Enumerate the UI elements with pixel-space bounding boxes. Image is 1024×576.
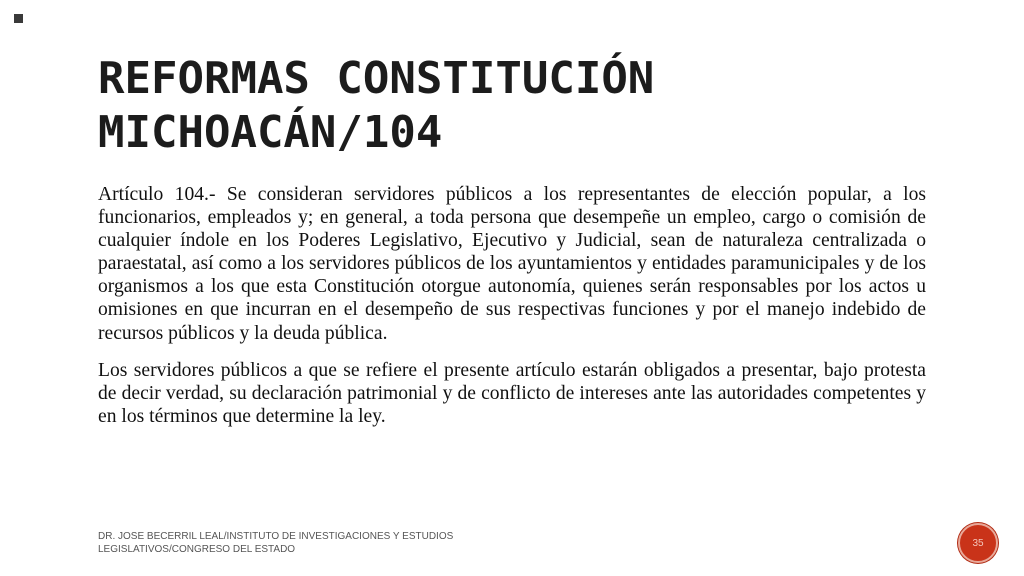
slide-title-line-1: REFORMAS CONSTITUCIÓN: [98, 53, 655, 104]
slide-footer: DR. JOSE BECERRIL LEAL/INSTITUTO DE INVESTIGACIONES Y ESTUDIOS LEGISLATIVOS/CONGRESO DEL ESTADO: [98, 531, 454, 555]
slide-title: [98, 52, 938, 160]
article-paragraph-1: Artículo 104.- Se consideran servidores públicos a los representantes de elección popular, a los funcionarios, empleados y; en general, a toda persona que desempeñe un empleo, cargo o comisión de cualquier índole en los Poderes Legislativo, Ejecutivo y Judicial, sean de naturaleza centralizada o paraestatal, así como a los servidores públicos de los ayuntamientos y entidades paramunicipales y de los organismos a los que esta Constitución otorgue autonomía, quienes serán responsables por los actos u omisiones en que incurran en el desempeño de sus respectivas funciones y por el manejo indebido de recursos públicos y la deuda pública.: [98, 184, 926, 344]
corner-accent-square: [14, 14, 23, 23]
slide-title-line-2: MICHOACÁN/104: [98, 107, 443, 158]
page-number-badge: 35: [958, 523, 998, 563]
article-paragraph-2: Los servidores públicos a que se refiere el presente artículo estarán obligados a presentar, bajo protesta de decir verdad, su declaración patrimonial y de conflicto de intereses ante las autoridades competentes y en los términos que determine la ley.: [98, 359, 926, 427]
slide-body: [98, 183, 926, 442]
